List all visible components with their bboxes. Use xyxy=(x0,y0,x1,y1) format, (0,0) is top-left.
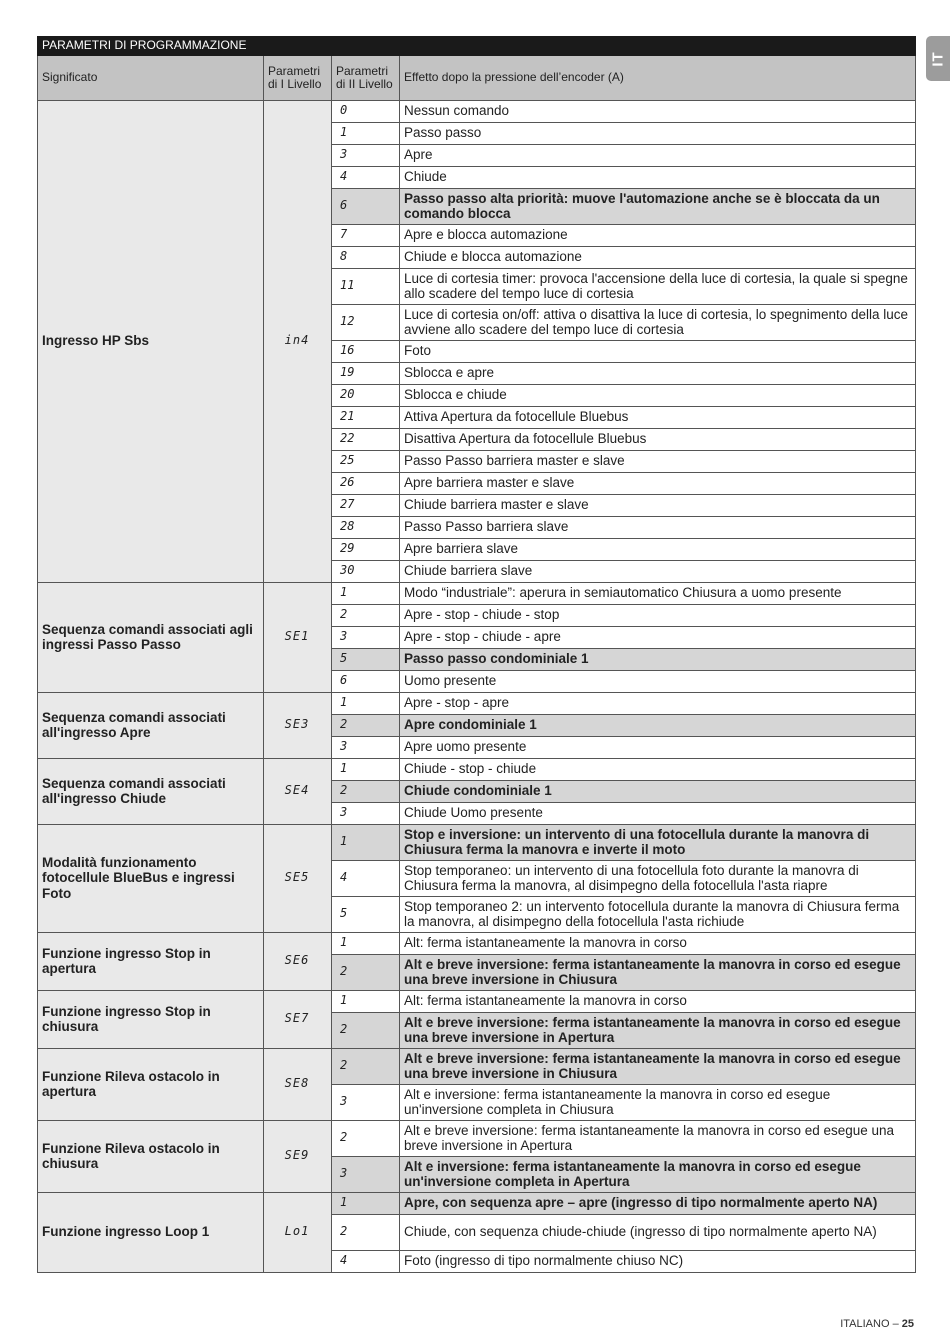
table-row xyxy=(38,582,916,604)
level2-value: 2 xyxy=(332,780,400,802)
effect-description: Chiude, con sequenza chiude-chiude (ingresso di tipo normalmente aperto NA) xyxy=(400,1214,916,1250)
level1-code: Lo1 xyxy=(264,1192,332,1272)
table-title-row xyxy=(38,37,916,56)
effect-description: Chiude barriera master e slave xyxy=(400,494,916,516)
effect-description: Apre barriera master e slave xyxy=(400,472,916,494)
level1-code: in4 xyxy=(264,100,332,582)
effect-description: Chiude e blocca automazione xyxy=(400,246,916,268)
level2-value: 4 xyxy=(332,1250,400,1272)
effect-description: Apre condominiale 1 xyxy=(400,714,916,736)
level2-value: 1 xyxy=(332,582,400,604)
effect-description: Disattiva Apertura da fotocellule Bluebus xyxy=(400,428,916,450)
effect-description: Chiude barriera slave xyxy=(400,560,916,582)
level2-value: 3 xyxy=(332,1084,400,1120)
effect-description: Apre - stop - chiude - stop xyxy=(400,604,916,626)
level2-value: 29 xyxy=(332,538,400,560)
parameter-meaning: Funzione ingresso Stop in chiusura xyxy=(38,990,264,1048)
effect-description: Chiude Uomo presente xyxy=(400,802,916,824)
effect-description: Apre, con sequenza apre – apre (ingresso di tipo normalmente aperto NA) xyxy=(400,1192,916,1214)
effect-description: Luce di cortesia timer: provoca l'accensione della luce di cortesia, la quale si spegne allo scadere del tempo luce di cortesia xyxy=(400,268,916,304)
table-row xyxy=(38,990,916,1012)
effect-description: Passo passo xyxy=(400,122,916,144)
level2-value: 26 xyxy=(332,472,400,494)
level2-value: 2 xyxy=(332,604,400,626)
effect-description: Alt e breve inversione: ferma istantaneamente la manovra in corso ed esegue una breve inversione in Chiusura xyxy=(400,1048,916,1084)
level2-value: 6 xyxy=(332,670,400,692)
level2-value: 11 xyxy=(332,268,400,304)
header-param2: Parametri di II Livello xyxy=(332,55,400,100)
level2-value: 19 xyxy=(332,362,400,384)
level2-value: 2 xyxy=(332,1012,400,1048)
level2-value: 7 xyxy=(332,224,400,246)
table-row xyxy=(38,824,916,860)
level1-code: SE8 xyxy=(264,1048,332,1120)
level2-value: 2 xyxy=(332,1120,400,1156)
level2-value: 8 xyxy=(332,246,400,268)
level1-code: SE4 xyxy=(264,758,332,824)
effect-description: Chiude xyxy=(400,166,916,188)
effect-description: Passo Passo barriera master e slave xyxy=(400,450,916,472)
level2-value: 4 xyxy=(332,166,400,188)
level2-value: 28 xyxy=(332,516,400,538)
level2-value: 22 xyxy=(332,428,400,450)
level2-value: 1 xyxy=(332,932,400,954)
level2-value: 3 xyxy=(332,802,400,824)
parameter-meaning: Modalità funzionamento fotocellule BlueBus e ingressi Foto xyxy=(38,824,264,932)
level1-code: SE3 xyxy=(264,692,332,758)
level1-code: SE6 xyxy=(264,932,332,990)
effect-description: Alt: ferma istantaneamente la manovra in corso xyxy=(400,990,916,1012)
level2-value: 3 xyxy=(332,736,400,758)
level2-value: 2 xyxy=(332,714,400,736)
header-significato: Significato xyxy=(38,55,264,100)
table-row xyxy=(38,1120,916,1156)
level1-code: SE1 xyxy=(264,582,332,692)
effect-description: Chiude condominiale 1 xyxy=(400,780,916,802)
level2-value: 3 xyxy=(332,626,400,648)
effect-description: Alt e breve inversione: ferma istantaneamente la manovra in corso ed esegue una breve inversione in Apertura xyxy=(400,1012,916,1048)
effect-description: Chiude - stop - chiude xyxy=(400,758,916,780)
effect-description: Alt e breve inversione: ferma istantaneamente la manovra in corso ed esegue una breve inversione in Chiusura xyxy=(400,954,916,990)
effect-description: Apre - stop - apre xyxy=(400,692,916,714)
table-title: PARAMETRI DI PROGRAMMAZIONE xyxy=(38,37,916,56)
effect-description: Sblocca e chiude xyxy=(400,384,916,406)
table-header-row xyxy=(38,55,916,100)
effect-description: Nessun comando xyxy=(400,100,916,122)
effect-description: Passo Passo barriera slave xyxy=(400,516,916,538)
level2-value: 4 xyxy=(332,860,400,896)
parameter-meaning: Funzione ingresso Stop in apertura xyxy=(38,932,264,990)
level2-value: 0 xyxy=(332,100,400,122)
level2-value: 1 xyxy=(332,692,400,714)
level2-value: 2 xyxy=(332,1048,400,1084)
effect-description: Apre - stop - chiude - apre xyxy=(400,626,916,648)
page-footer xyxy=(840,1318,914,1330)
level2-value: 1 xyxy=(332,122,400,144)
effect-description: Stop temporaneo 2: un intervento fotocellula durante la manovra di Chiusura ferma la manovra, al disimpegno della fotocellula l'asta richiude xyxy=(400,896,916,932)
level2-value: 6 xyxy=(332,188,400,224)
effect-description: Alt e inversione: ferma istantaneamente la manovra in corso ed esegue un'inversione completa in Apertura xyxy=(400,1156,916,1192)
level2-value: 1 xyxy=(332,990,400,1012)
header-param1: Parametri di I Livello xyxy=(264,55,332,100)
effect-description: Alt: ferma istantaneamente la manovra in corso xyxy=(400,932,916,954)
effect-description: Apre uomo presente xyxy=(400,736,916,758)
parameter-meaning: Funzione Rileva ostacolo in apertura xyxy=(38,1048,264,1120)
level1-code: SE9 xyxy=(264,1120,332,1192)
level2-value: 16 xyxy=(332,340,400,362)
level2-value: 21 xyxy=(332,406,400,428)
effect-description: Passo passo condominiale 1 xyxy=(400,648,916,670)
footer-separator: – xyxy=(892,1318,899,1330)
level2-value: 25 xyxy=(332,450,400,472)
effect-description: Foto xyxy=(400,340,916,362)
language-tab xyxy=(926,36,950,81)
effect-description: Foto (ingresso di tipo normalmente chiuso NC) xyxy=(400,1250,916,1272)
table-row xyxy=(38,100,916,122)
effect-description: Apre xyxy=(400,144,916,166)
parameter-meaning: Sequenza comandi associati agli ingressi Passo Passo xyxy=(38,582,264,692)
effect-description: Apre e blocca automazione xyxy=(400,224,916,246)
level2-value: 1 xyxy=(332,758,400,780)
effect-description: Apre barriera slave xyxy=(400,538,916,560)
level2-value: 3 xyxy=(332,1156,400,1192)
effect-description: Attiva Apertura da fotocellule Bluebus xyxy=(400,406,916,428)
level1-code: SE7 xyxy=(264,990,332,1048)
parameter-meaning: Funzione ingresso Loop 1 xyxy=(38,1192,264,1272)
parameter-meaning: Ingresso HP Sbs xyxy=(38,100,264,582)
level2-value: 12 xyxy=(332,304,400,340)
level2-value: 2 xyxy=(332,1214,400,1250)
effect-description: Uomo presente xyxy=(400,670,916,692)
level2-value: 20 xyxy=(332,384,400,406)
level2-value: 27 xyxy=(332,494,400,516)
level2-value: 1 xyxy=(332,824,400,860)
parameter-meaning: Sequenza comandi associati all'ingresso Chiude xyxy=(38,758,264,824)
level2-value: 3 xyxy=(332,144,400,166)
level2-value: 5 xyxy=(332,648,400,670)
effect-description: Passo passo alta priorità: muove l'automazione anche se è bloccata da un comando blocca xyxy=(400,188,916,224)
table-row xyxy=(38,692,916,714)
effect-description: Stop temporaneo: un intervento di una fotocellula foto durante la manovra di Chiusura ferma la manovra, al disimpegno della fotocellula l'asta riapre xyxy=(400,860,916,896)
page-number: 25 xyxy=(901,1318,914,1330)
level1-code: SE5 xyxy=(264,824,332,932)
level2-value: 2 xyxy=(332,954,400,990)
parameter-meaning: Funzione Rileva ostacolo in chiusura xyxy=(38,1120,264,1192)
effect-description: Modo “industriale”: aperura in semiautomatico Chiusura a uomo presente xyxy=(400,582,916,604)
table-row xyxy=(38,1048,916,1084)
effect-description: Stop e inversione: un intervento di una fotocellula durante la manovra di Chiusura ferma la manovra e inverte il moto xyxy=(400,824,916,860)
parameters-table xyxy=(37,36,916,1273)
effect-description: Alt e inversione: ferma istantaneamente la manovra in corso ed esegue un'inversione completa in Chiusura xyxy=(400,1084,916,1120)
level2-value: 5 xyxy=(332,896,400,932)
level2-value: 1 xyxy=(332,1192,400,1214)
table-row xyxy=(38,932,916,954)
effect-description: Alt e breve inversione: ferma istantaneamente la manovra in corso ed esegue una breve inversione in Apertura xyxy=(400,1120,916,1156)
language-tab-label: IT xyxy=(929,50,947,67)
table-row xyxy=(38,758,916,780)
table-row xyxy=(38,1192,916,1214)
effect-description: Luce di cortesia on/off: attiva o disattiva la luce di cortesia, lo spegnimento della luce avviene allo scadere del tempo luce di cortesia xyxy=(400,304,916,340)
parameter-meaning: Sequenza comandi associati all'ingresso Apre xyxy=(38,692,264,758)
effect-description: Sblocca e apre xyxy=(400,362,916,384)
header-effetto: Effetto dopo la pressione dell’encoder (A) xyxy=(400,55,916,100)
level2-value: 30 xyxy=(332,560,400,582)
footer-language: ITALIANO xyxy=(840,1318,890,1330)
